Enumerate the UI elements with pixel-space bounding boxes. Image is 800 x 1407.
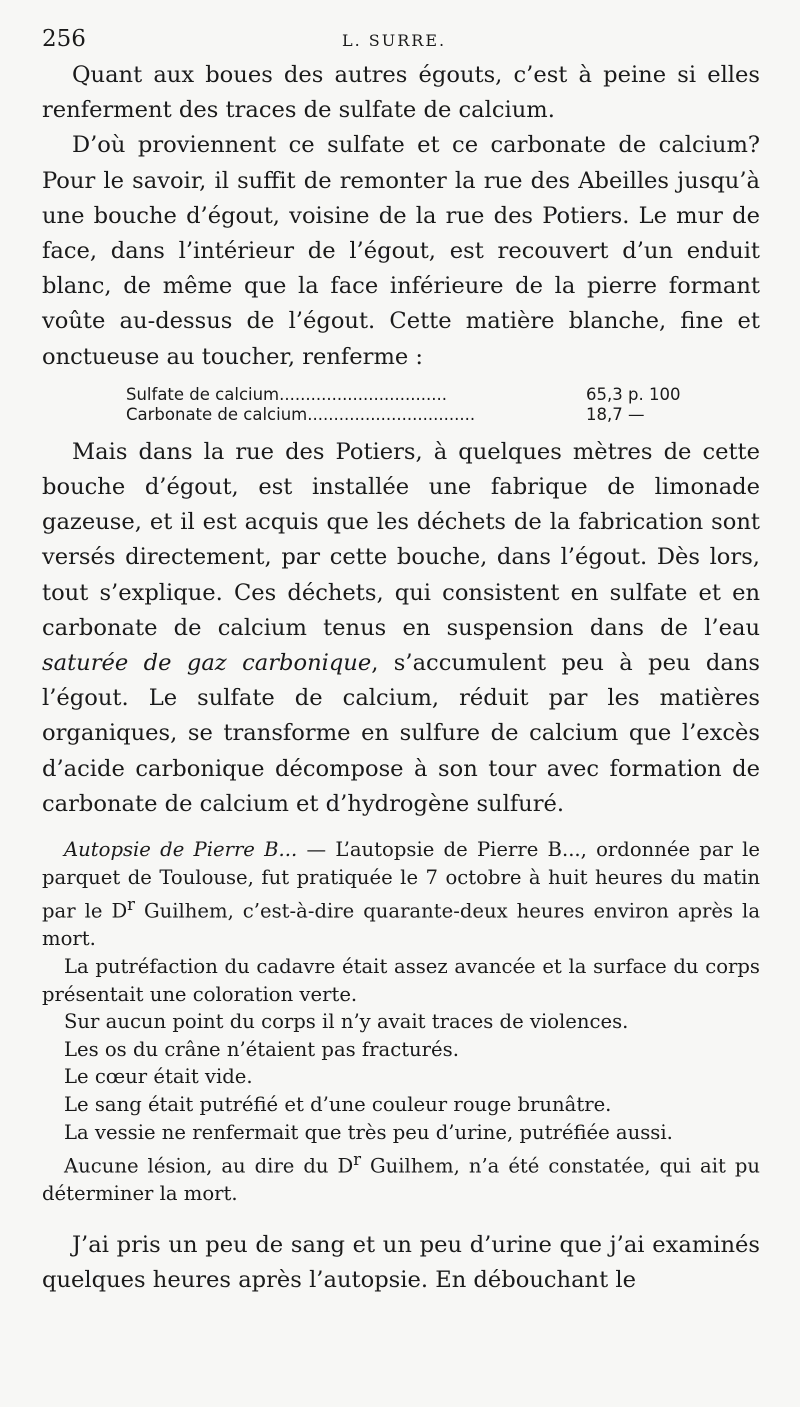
- superscript: r: [353, 1150, 362, 1170]
- paragraph: D’où proviennent ce sulfate et ce carbonate de calcium? Pour le savoir, il suffit de remonter la rue des Abeilles jusqu’à une bouche d’égout, voisine de la rue des Potiers. Le mur de face, dans l’intérieur de l’égout, est recouvert d’un enduit blanc, de même que la face inférieure de la pierre formant voûte au-dessus de l’égout. Cette matière blanche, fine et onctueuse au toucher, renferme :: [42, 132, 760, 370]
- superscript: r: [127, 895, 135, 915]
- analysis-row: [126, 385, 686, 405]
- analysis-row: [126, 405, 686, 425]
- compound-value: 18,7 —: [586, 404, 645, 424]
- page-header: [42, 26, 760, 52]
- body-text-bottom: [42, 1228, 760, 1298]
- autopsy-line: Le sang était putréfié et d’une couleur rouge brunâtre.: [64, 1092, 612, 1116]
- autopsy-line: Sur aucun point du corps il n’y avait traces de violences.: [64, 1010, 629, 1034]
- compound-name: Sulfate de calcium: [126, 384, 280, 404]
- compound-value: 65,3 p. 100: [586, 384, 681, 404]
- text-run: Guilhem, c’est-à-dire quarante-deux heures environ après la mort.: [42, 899, 760, 951]
- body-text-middle: [42, 435, 760, 822]
- paragraph: Quant aux boues des autres égouts, c’est à peine si elles renferment des traces de sulfate de calcium.: [42, 62, 760, 124]
- leader-dots: ................................: [307, 404, 476, 424]
- autopsy-intro: [42, 836, 760, 953]
- text-run: — L’autopsie de Pierre B..., ordonnée par le parquet de Toulouse, fut pratiquée le 7 octobre à huit heures du matin par le D: [42, 838, 760, 923]
- autopsy-line: Le cœur était vide.: [64, 1065, 253, 1089]
- autopsy-title: Autopsie de Pierre B...: [64, 838, 298, 862]
- autopsy-conclusion: [42, 1146, 760, 1208]
- autopsy-line: La putréfaction du cadavre était assez avancée et la surface du corps présentait une coloration verte.: [42, 954, 760, 1006]
- leader-dots: ................................: [279, 384, 447, 404]
- autopsy-line: Les os du crâne n’étaient pas fracturés.: [64, 1037, 459, 1061]
- autopsy-line: La vessie ne renfermait que très peu d’urine, putréfiée aussi.: [64, 1120, 673, 1144]
- text-run: Aucune lésion, au dire du D: [64, 1154, 354, 1178]
- body-text-top: [42, 58, 760, 375]
- paragraph: J’ai pris un peu de sang et un peu d’urine que j’ai examinés quelques heures après l’autopsie. En débouchant le: [42, 1231, 760, 1294]
- text-run: Guilhem, n’a été constatée, qui ait pu déterminer la mort.: [42, 1154, 760, 1206]
- compound-name: Carbonate de calcium: [126, 404, 308, 424]
- paragraph: [42, 435, 760, 822]
- page-number: 256: [42, 26, 86, 52]
- text-run: , s’accumulent peu à peu dans l’égout. Le sulfate de calcium, réduit par les matières organiques, se transforme en sulfure de calcium que l’excès d’acide carbonique décompose à son tour avec formation de carbonate de calcium et d’hydrogène sulfuré.: [42, 650, 760, 817]
- italic-text: saturée de gaz carbonique: [42, 650, 372, 677]
- analysis-table: [126, 385, 686, 425]
- running-head: L. SURRE.: [342, 31, 447, 50]
- autopsy-section: [42, 836, 760, 1208]
- text-run: Mais dans la rue des Potiers, à quelques mètres de cette bouche d’égout, est installée une fabrique de limonade gazeuse, et il est acquis que les déchets de la fabrication sont versés directement, par cette bouche, dans l’égout. Dès lors, tout s’explique. Ces déchets, qui consistent en sulfate et en carbonate de calcium tenus en suspension dans de l’eau: [42, 438, 760, 641]
